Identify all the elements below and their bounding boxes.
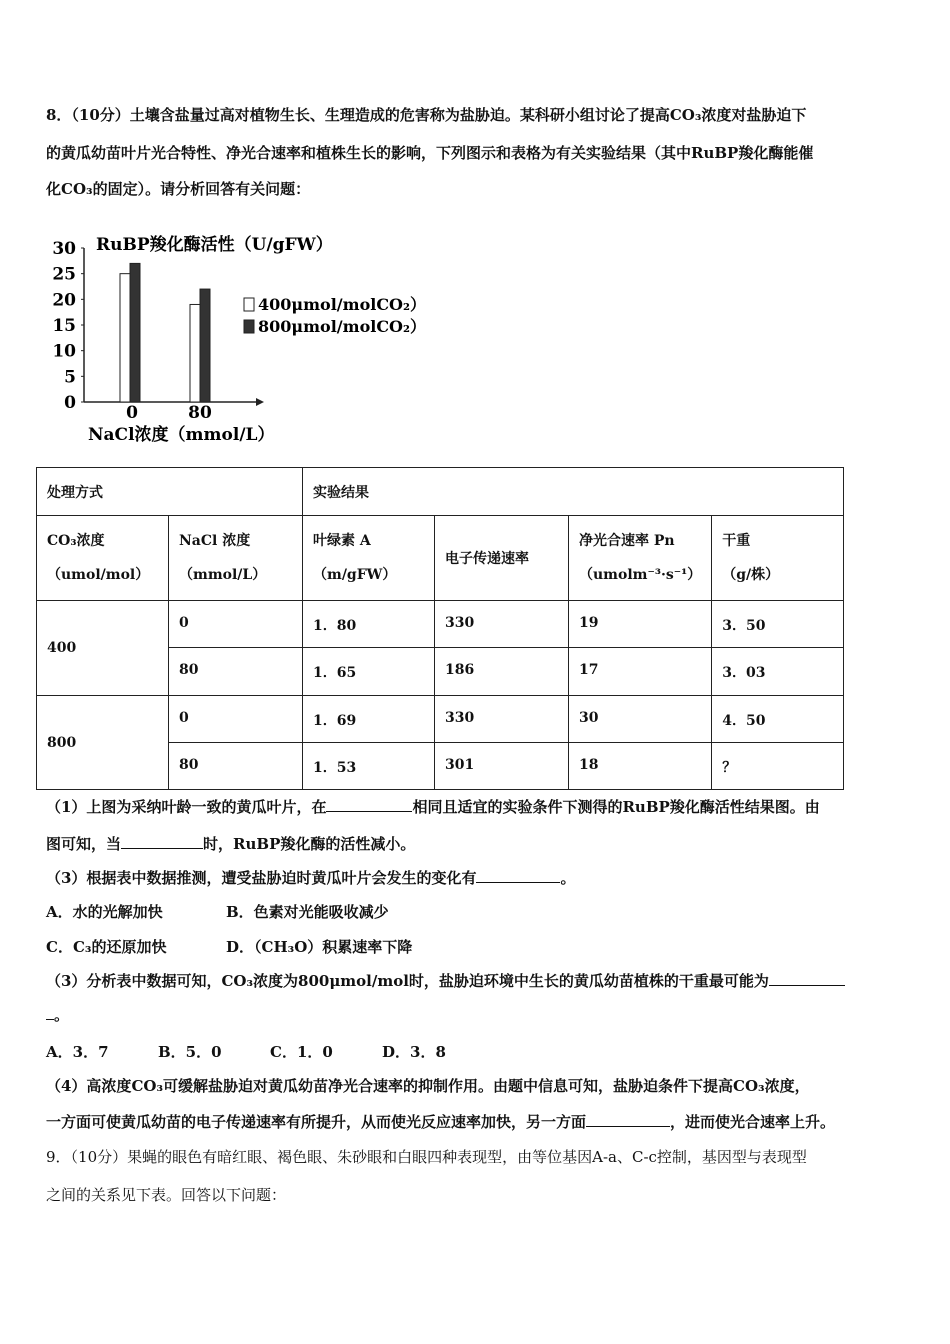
cell: 1．53 <box>303 743 435 790</box>
y-tick-label: 10 <box>52 341 76 362</box>
cell: 186 <box>435 648 569 696</box>
q8-sub2-options-2 <box>46 936 412 957</box>
q8-sub4-line2: 一方面可使黄瓜幼苗的电子传递速率有所提升，从而使光反应速率加快，另一方面 ，进而使光合速率上升。 <box>46 1113 836 1131</box>
option-a[interactable]: A．3．7 <box>46 1043 109 1061</box>
cell: ？ <box>712 743 844 790</box>
option-d[interactable]: D．（CH₃O）积累速率下降 <box>226 938 413 956</box>
bar <box>190 304 200 402</box>
col-co3: CO₃浓度 （umol/mol） <box>37 516 169 601</box>
q8-intro-line-3: 化CO₃的固定）。请分析回答有关问题： <box>46 180 311 198</box>
col-pn: 净光合速率 Pn （umolm⁻³·s⁻¹） <box>569 516 712 601</box>
y-tick-label: 15 <box>52 316 76 336</box>
cell: 330 <box>435 601 569 648</box>
col-nacl: NaCl 浓度 （mmol/L） <box>169 516 303 601</box>
q8-intro-line-1: 8．（10分）土壤含盐量过高对植物生长、生理造成的危害称为盐胁迫。某科研小组讨论了提高CO₃浓度对盐胁迫下 <box>46 106 807 124</box>
chart-title: RuBP羧化酶活性（U/gFW） <box>96 235 333 255</box>
cell: 19 <box>569 601 712 648</box>
x-axis-label: NaCl浓度（mmol/L） <box>88 425 275 445</box>
cell: 30 <box>569 696 712 743</box>
option-b[interactable]: B．5．0 <box>158 1043 222 1061</box>
q8-sub4-line1: （4）高浓度CO₃可缓解盐胁迫对黄瓜幼苗净光合速率的抑制作用。由题中信息可知，盐胁迫条件下提高CO₃浓度， <box>46 1077 810 1095</box>
cell: 17 <box>569 648 712 696</box>
experiment-results-table <box>36 467 844 790</box>
cell: 301 <box>435 743 569 790</box>
cell: 0 <box>169 601 303 648</box>
q8-sub2-options-1 <box>46 901 389 922</box>
y-tick-label: 0 <box>64 393 76 413</box>
header-result: 实验结果 <box>303 468 844 516</box>
col-dry-weight: 干重 （g/株） <box>712 516 844 601</box>
col-chlorophyll: 叶绿素 A （m/gFW） <box>303 516 435 601</box>
x-axis-arrow <box>256 398 264 406</box>
table-row <box>37 696 844 743</box>
bar <box>120 274 130 402</box>
bar <box>130 263 140 402</box>
option-c[interactable]: C．1．0 <box>270 1043 333 1061</box>
cell: 18 <box>569 743 712 790</box>
col-etr: 电子传递速率 <box>435 516 569 601</box>
rubp-activity-chart <box>50 228 450 450</box>
table-column-row <box>37 516 844 601</box>
cell: 330 <box>435 696 569 743</box>
q8-sub1-line1: （1）上图为采纳叶龄一致的黄瓜叶片，在 相同且适宜的实验条件下测得的RuBP羧化酶活性结果图。由 <box>46 798 820 816</box>
group-co3-800: 800 <box>37 696 169 790</box>
q8-sub3-options <box>46 1041 446 1062</box>
q8-intro-line-2: 的黄瓜幼苗叶片光合特性、净光合速率和植株生长的影响，下列图示和表格为有关实验结果（其中RuBP羧化酶能催 <box>46 144 814 162</box>
y-tick-label: 25 <box>52 264 76 285</box>
option-b[interactable]: B．色素对光能吸收减少 <box>226 903 389 921</box>
cell: 1．69 <box>303 696 435 743</box>
table-row <box>37 601 844 648</box>
legend-label: 800μmol/molCO₂） <box>258 317 426 336</box>
y-tick-label: 5 <box>64 367 76 388</box>
cell: 80 <box>169 648 303 696</box>
option-d[interactable]: D．3．8 <box>382 1043 446 1061</box>
x-tick-label: 0 <box>126 403 138 423</box>
q9-line-1: 9．（10分）果蝇的眼色有暗红眼、褐色眼、朱砂眼和白眼四种表现型，由等位基因A-a、C-c控制，基因型与表现型 <box>46 1148 807 1166</box>
table-header-row <box>37 468 844 516</box>
legend-swatch <box>244 298 254 311</box>
legend-label: 400μmol/molCO₂） <box>258 295 426 314</box>
cell: 3．50 <box>712 601 844 648</box>
cell: 80 <box>169 743 303 790</box>
q8-sub2-line: （3）根据表中数据推测，遭受盐胁迫时黄瓜叶片会发生的变化有 。 <box>46 869 576 887</box>
answer-blank-tail <box>46 1005 54 1020</box>
legend-swatch <box>244 320 254 333</box>
header-method: 处理方式 <box>37 468 303 516</box>
bar <box>200 289 210 402</box>
q9-line-2: 之间的关系见下表。回答以下问题： <box>46 1186 287 1204</box>
y-tick-label: 30 <box>52 239 76 259</box>
x-tick-label: 80 <box>188 403 212 423</box>
q8-sub3-line: （3）分析表中数据可知，CO₃浓度为800μmol/mol时，盐胁迫环境中生长的黄瓜幼苗植株的干重最可能为 <box>46 970 845 991</box>
q8-sub3-line2: 。 <box>46 1004 69 1025</box>
group-co3-400: 400 <box>37 601 169 696</box>
answer-blank[interactable] <box>476 868 560 883</box>
cell: 0 <box>169 696 303 743</box>
cell: 3．03 <box>712 648 844 696</box>
q8-sub1-line2: 图可知，当 时，RuBP羧化酶的活性减小。 <box>46 835 416 853</box>
option-c[interactable]: C．C₃的还原加快 <box>46 938 167 956</box>
answer-blank[interactable] <box>769 971 845 986</box>
answer-blank[interactable] <box>121 834 203 849</box>
answer-blank[interactable] <box>326 797 412 812</box>
cell: 4．50 <box>712 696 844 743</box>
cell: 1．80 <box>303 601 435 648</box>
answer-blank[interactable] <box>586 1112 670 1127</box>
option-a[interactable]: A．水的光解加快 <box>46 903 163 921</box>
cell: 1．65 <box>303 648 435 696</box>
y-tick-label: 20 <box>52 290 76 311</box>
